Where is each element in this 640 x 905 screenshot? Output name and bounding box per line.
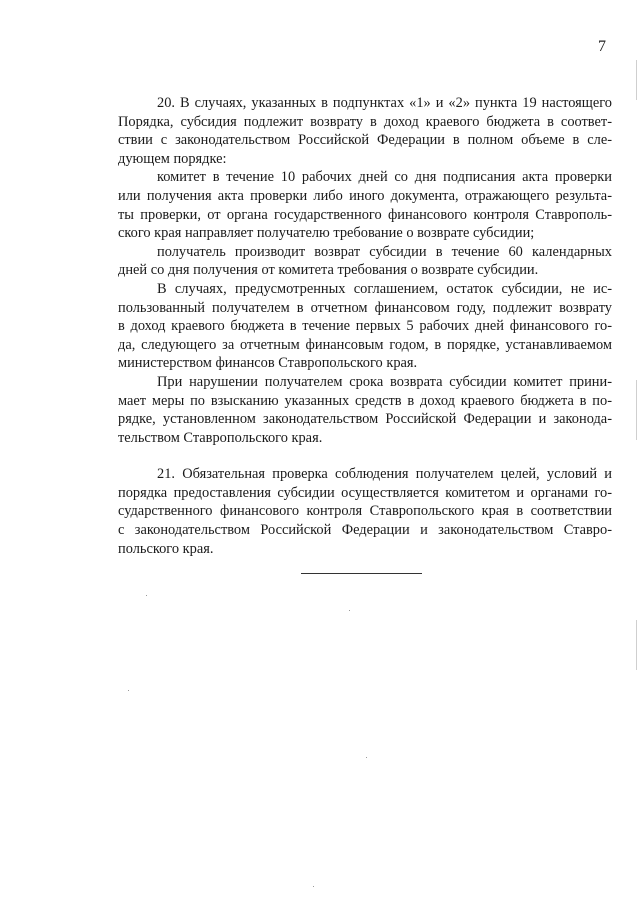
- text-line: тельством Ставропольского края.: [118, 429, 323, 446]
- text-line: дующем порядке:: [118, 150, 227, 167]
- page-number: 7: [598, 38, 606, 55]
- text-line: мает меры по взысканию указанных средств в доход краевого бюджета в по-: [118, 392, 612, 409]
- scan-edge-mark: [636, 380, 637, 440]
- text-line: с законодательством Российской Федерации и законодательством Ставро-: [118, 522, 612, 539]
- scan-edge-mark: [636, 620, 637, 670]
- paragraph-20-remainder: [118, 280, 612, 373]
- text-line: При нарушении получателем срока возврата субсидии комитет прини-: [157, 373, 612, 390]
- scan-edge-mark: [636, 60, 637, 100]
- paragraph-gap: [118, 447, 612, 465]
- paragraph-20: [118, 94, 612, 168]
- scan-speck: [146, 595, 147, 596]
- text-line: Порядка, субсидия подлежит возврату в доход краевого бюджета в соответ-: [118, 113, 612, 130]
- paragraph-20-committee: [118, 168, 612, 242]
- text-line: порядка предоставления субсидии осуществляется комитетом и органами го-: [118, 484, 612, 501]
- text-line: польского края.: [118, 540, 214, 557]
- text-line: В случаях, предусмотренных соглашением, остаток субсидии, не ис-: [157, 280, 612, 297]
- text-line: или получения акта проверки либо иного документа, отражающего результа-: [118, 187, 612, 204]
- text-line: да, следующего за отчетным финансовым годом, в порядке, устанавливаемом: [118, 336, 612, 353]
- text-line: 21. Обязательная проверка соблюдения получателем целей, условий и: [157, 466, 612, 483]
- paragraph-21: [118, 465, 612, 558]
- scan-speck: [366, 757, 367, 758]
- paragraph-20-violation: [118, 373, 612, 447]
- text-line: в доход краевого бюджета в течение первых 5 рабочих дней финансового го-: [118, 318, 612, 335]
- text-line: рядке, установленном законодательством Российской Федерации и законода-: [118, 411, 612, 428]
- text-line: ствии с законодательством Российской Федерации в полном объеме в сле-: [118, 132, 612, 149]
- scan-speck: [349, 610, 350, 611]
- text-line: комитет в течение 10 рабочих дней со дня подписания акта проверки: [157, 169, 612, 186]
- text-line: 20. В случаях, указанных в подпунктах «1» и «2» пункта 19 настоящего: [157, 95, 612, 111]
- text-line: ского края направляет получателю требование о возврате субсидии;: [118, 225, 535, 242]
- scan-speck: [313, 886, 314, 887]
- text-line: министерством финансов Ставропольского края.: [118, 355, 418, 372]
- text-line: пользованный получателем в отчетном финансовом году, подлежит возврату: [118, 299, 612, 316]
- text-line: ты проверки, от органа государственного финансового контроля Ставрополь-: [118, 206, 612, 223]
- scan-speck: [128, 690, 129, 691]
- end-separator-line: [301, 573, 422, 574]
- text-line: сударственного финансового контроля Ставропольского края в соответствии: [118, 503, 612, 520]
- paragraph-20-recipient: [118, 243, 612, 280]
- document-body: [118, 94, 612, 558]
- text-line: дней со дня получения от комитета требования о возврате субсидии.: [118, 262, 539, 279]
- text-line: получатель производит возврат субсидии в течение 60 календарных: [157, 243, 612, 260]
